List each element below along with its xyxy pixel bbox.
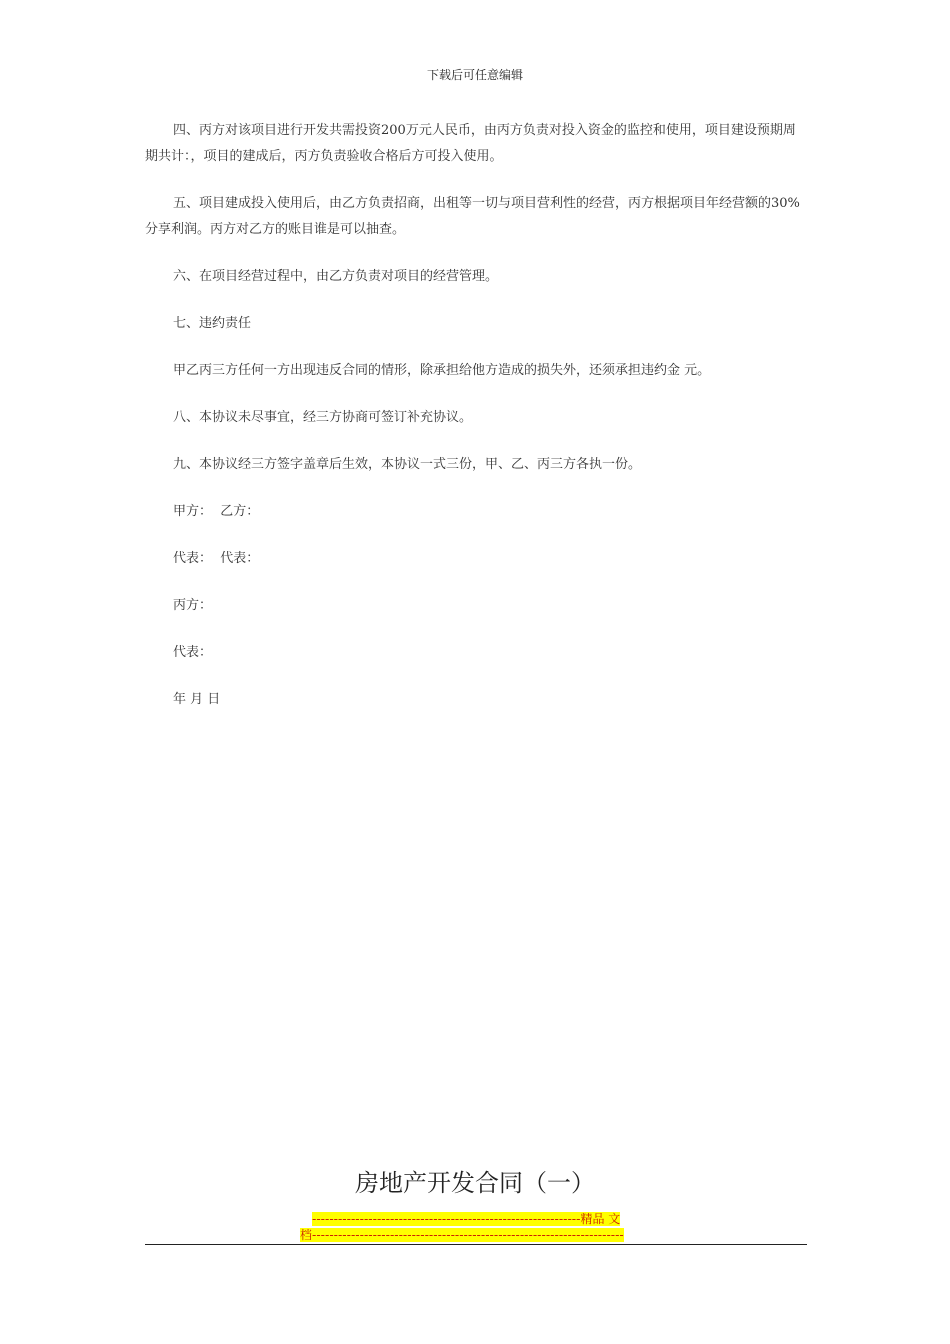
clause-seven-heading: 七、违约责任 bbox=[173, 316, 252, 331]
signature-representative-a-b: 代表： 代表： bbox=[173, 551, 260, 566]
highlight-banner bbox=[300, 1211, 652, 1243]
clause-five: 五、项目建成投入使用后，由乙方负责招商，出租等一切与项目营利性的经营，丙方根据项目年经营额的30%分享利润。丙方对乙方的账目谁是可以抽查。 bbox=[145, 196, 800, 237]
signature-representative-c: 代表： bbox=[173, 645, 213, 660]
clause-eight: 八、本协议未尽事宜，经三方协商可签订补充协议。 bbox=[173, 410, 473, 425]
document-title: 房地产开发合同（一） bbox=[355, 1169, 595, 1197]
clause-four: 四、丙方对该项目进行开发共需投资200万元人民币，由丙方负责对投入资金的监控和使用，项目建设预期周期共计：，项目的建成后，丙方负责验收合格后方可投入使用。 bbox=[145, 123, 796, 164]
clause-nine: 九、本协议经三方签字盖章后生效，本协议一式三份，甲、乙、丙三方各执一份。 bbox=[173, 457, 642, 472]
signature-party-c: 丙方： bbox=[173, 598, 213, 613]
footer-divider bbox=[145, 1244, 807, 1245]
banner-line-1: --------------------------------------------------------------精品 文 bbox=[312, 1212, 621, 1226]
clause-seven-text: 甲乙丙三方任何一方出现违反合同的情形，除承担给他方造成的损失外，还须承担违约金 元。 bbox=[173, 363, 711, 378]
signature-date: 年 月 日 bbox=[173, 692, 221, 707]
page-header: 下载后可任意编辑 bbox=[426, 68, 523, 82]
signature-party-a-b: 甲方： 乙方： bbox=[173, 504, 260, 519]
banner-line-2: 档------------------------------------------------------------------------ bbox=[300, 1228, 624, 1242]
document-body bbox=[145, 118, 807, 734]
clause-six: 六、在项目经营过程中，由乙方负责对项目的经营管理。 bbox=[173, 269, 499, 284]
